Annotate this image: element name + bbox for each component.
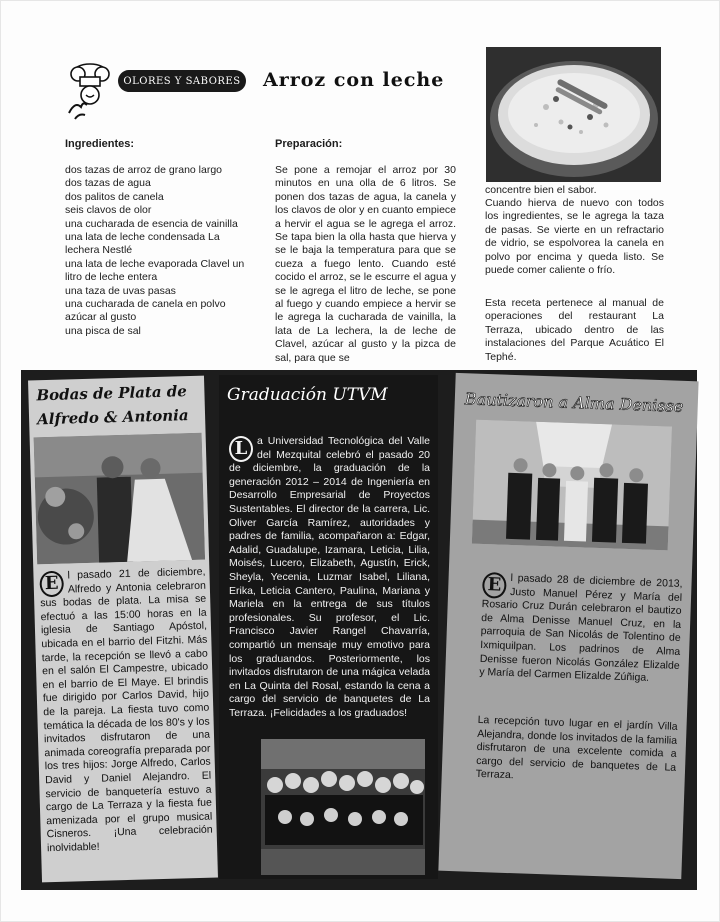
graduacion-text: a Universidad Tecnológica del Valle del Mezquital celebró el pasado 20 de diciembre, la graduación de la generación 2012 – 2014 de Ingeniería en Desarrollo Empresarial de Proyectos Sustentables. El director de la carrera, Lic. Oliver García Ramírez, autoridades y padres de familia, acompañaron a: Edgar, Adalid, Guadalupe, Izamara, Leticia, Lilia, Moisés, Lucero, Elizabeth, Agustín, Erick, Sheyla, Yecenia, Luzmar Isabel, Liliana, Erika, Leticia Cantero, Paulina, Mariana y Mariela en la entrega de sus títulos profesionales. Su profesor, el Lic. Francisco Javier Rangel Chavarría, compartió un mensaje muy emotivo para los graduandos. Posteriormente, los invitados disfrutaron de una mágica velada en La Quinta del Rosal, estando la cena a cargo del servicio de banquetes de La Terraza. ¡Felicidades a los graduados! [229,435,430,719]
list-item: una lata de leche evaporada Clavel un litro de leche entera [65,257,245,284]
preparation-heading: Preparación: [275,138,343,150]
bodas-title-line1: Bodas de Plata de [36,382,188,405]
graduacion-title: Graduación UTVM [227,385,388,405]
preparation-text-final: Cuando hierva de nuevo con todos los ingredientes, se le agrega la taza de pasas. Se vierte en un refractario de vidrio, se espolvorea la canela en polvo por encima y queda listo. Se puede comer caliente o frío. [485,197,664,277]
wedding-couple-photo [34,433,205,565]
preparation-text-continued: concentre bien el sabor. [485,184,597,196]
list-item: seis clavos de olor [65,204,152,217]
section-banner: OLORES Y SABORES [118,70,246,92]
bautizo-title: Bautizaron a Alma Denisse [464,389,684,416]
list-item: una lata de leche condensada La lechera Nestlé [65,231,220,257]
graduates-group-photo [261,739,425,875]
bautizo-text: l pasado 28 de diciembre de 2013, Justo Manuel Pérez y María del Rosario Cruz Durán celebraron el bautizo de Alma Denisse Manuel Cruz, en la parroquia de San Nicolás de Tolentino de Ixmiquilpan. Los padrinos de Alma Denisse fueron Nicolás González Elizalde y María del Carmen Elizalde Zúñiga. [479,571,683,684]
bodas-title-line2: Alfredo & Antonia [36,406,189,429]
list-item: una taza de uvas pasas [65,284,176,297]
list-item: dos tazas de arroz de grano largo [65,164,223,176]
preparation-text: Se pone a remojar el arroz por 30 minutos en una olla de 6 litros. Se ponen dos tazas de agua, la canela y los clavos de olor y en cuanto empiece a hervir el agua se le agrega el arroz. Se tapa bien la olla hasta que hierva y se le baja la temperatura para que se cueza a fuego lento. Cuando esté cocido el arroz, se le escurre el agua y se le agrega el litro de leche, se pone al fuego y cuando empiece a hervir se le agrega la cucharada de vainilla, la lata de La lechera, la de leche de Clavel, azúcar al gusto y la pizca de sal, para que se [275,164,456,364]
bodas-article [39,566,213,856]
ingredients-heading: Ingredientes: [65,138,135,150]
graduacion-dropcap: L [229,436,253,462]
graduacion-article [229,435,430,720]
bautizo-article [479,571,683,687]
bodas-dropcap: E [39,571,64,598]
bodas-text: l pasado 21 de diciembre, Alfredo y Antonia celebraron sus bodas de plata. La misa se efectuó a las 15:00 horas en la iglesia de Santiago Apóstol, ubicada en el barrio del Fitzhi. Más tarde, la recepción se llevó a cabo en el salón El Campestre, ubicado en el barrio de El Maye. El brindis fue dirigido por Carlos David, hijo de la pareja. La fiesta tuvo como temática la década de los 80's y los invitados disfrutaron de una animada coreografía preparada por los tres hijos: Jorge Alfredo, Carlos David y Daniel Alejandro. El servicio de banquetería estuvo a cargo de La Terraza y la fiesta fue amenizada por el grupo musical Cisneros. ¡Una celebración inolvidable! [40,565,213,855]
ingredients-list [65,164,248,338]
recipe-source-note: Esta receta pertenece al manual de operaciones del restaurant La Terraza, ubicado dentro de las instalaciones del Parque Acuático El Tephé. [485,297,664,363]
list-item: una cucharada de esencia de vainilla [65,217,238,230]
bautizo-panel [438,373,698,879]
list-item: dos palitos de canela [65,190,164,203]
recipe-title: Arroz con leche [263,69,445,91]
list-item: dos tazas de agua [65,177,151,190]
bautizo-dropcap: E [482,572,507,599]
list-item: una pisca de sal [65,324,141,337]
chef-hat-icon [65,61,115,121]
list-item: una cucharada de canela en polvo azúcar al gusto [65,298,226,324]
bodas-panel [28,376,218,883]
graduacion-panel [219,375,438,879]
rice-pudding-photo [486,47,661,182]
bautizo-reception-text: La recepción tuvo lugar en el jardín Villa Alejandra, donde los invitados de la familia disfrutaron de una excelente comida a cargo del servicio de banquetes de La Terraza. [475,713,678,782]
baptism-family-photo [472,420,672,551]
